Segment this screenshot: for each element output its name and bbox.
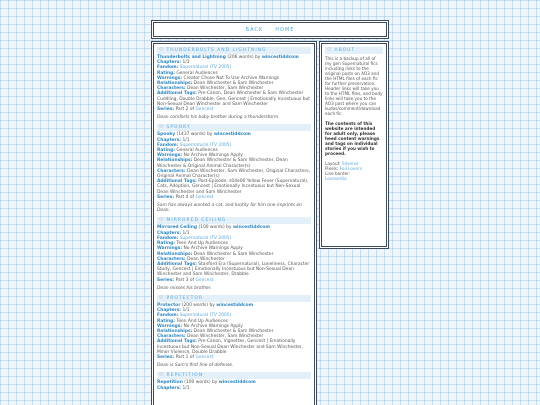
story-chapters: 1/1 — [182, 60, 190, 66]
story-relationships: Dean Winchester & Sam Winchester — [193, 251, 274, 257]
story-summary: Dean comforts his baby brother during a thunderstorm. — [157, 115, 280, 121]
story-summary: Dean misses his brother. — [157, 285, 212, 291]
story-entry — [157, 47, 311, 120]
characters-label: Characters: — [157, 168, 186, 174]
story-word-count: (100 words) — [198, 225, 225, 231]
story-word-count: (100 words) — [184, 380, 211, 386]
back-link[interactable]: BACK — [245, 27, 264, 33]
story-by: by — [211, 380, 218, 386]
story-heading-link[interactable]: PROTECTOR — [166, 295, 204, 301]
story-warnings: No Archive Warnings Apply — [183, 153, 243, 159]
story-series-link[interactable]: Gencest — [195, 277, 214, 283]
story-tags: Post-Episode: s04e06 Yellow Fever (Supernatural), Cats, Adoption, Gencest | Emotionally Incestuous but Non-Sexual Dean Winchester and Sam Winchester — [157, 179, 309, 195]
tags-label: Additional Tags: — [157, 339, 197, 345]
story-word-count: (206 words) — [227, 55, 254, 60]
story-series-prefix: Part 4 of — [175, 194, 195, 200]
story-summary: Dean is Sam's first line of defense. — [157, 363, 234, 369]
story-warnings: No Archive Warnings Apply — [183, 246, 243, 252]
story-characters: Dean Winchester, Sam Winchester — [187, 86, 264, 92]
rating-label: Rating: — [157, 318, 175, 324]
story-characters: Dean Winchester, Sam Winchester, Original Characters, Original Animal Character(s) — [157, 168, 311, 180]
story-characters: Dean Winchester — [187, 256, 225, 262]
story-rating: Teen And Up Audiences — [176, 318, 228, 324]
story-entry — [157, 217, 311, 290]
story-heading-bar — [157, 124, 311, 131]
header-nav-box — [153, 22, 387, 37]
relationships-label: Relationships: — [157, 251, 193, 257]
heart-icon: ♡ — [159, 124, 164, 131]
story-word-count: (200 words) — [181, 302, 209, 308]
chapters-label: Chapters: — [157, 60, 182, 66]
story-by: by — [209, 302, 215, 308]
story-heading-bar — [157, 372, 311, 379]
story-author-link[interactable]: wincestiddcom — [213, 132, 251, 138]
top-nav — [154, 23, 386, 36]
story-series-link[interactable]: Gencest — [195, 107, 214, 113]
story-series-prefix: Part 2 of — [175, 107, 195, 113]
credit-layout-label: Layout: — [325, 161, 341, 166]
story-characters: Dean Winchester, Sam Winchester — [187, 334, 264, 340]
story-heading-link[interactable]: MIRRORED CEILING — [166, 218, 227, 224]
story-by: by — [255, 55, 261, 60]
story-fandom[interactable]: Supernatural (TV 2005) — [179, 65, 232, 71]
story-relationships: Dean Winchester & Sam Winchester — [193, 328, 274, 334]
credit-border-link[interactable]: Lovesertia — [325, 176, 347, 181]
story-entry — [157, 295, 311, 368]
story-by: by — [207, 132, 213, 138]
story-heading-bar — [157, 217, 311, 224]
story-series-link[interactable]: Gencest — [195, 194, 214, 200]
story-summary: Sam has always wanted a cat, and luckily for him one imprints on Dean. — [157, 203, 302, 214]
warnings-label: Warnings: — [157, 75, 183, 81]
story-author-link[interactable]: wincestiddcom — [218, 380, 256, 386]
series-label: Series: — [157, 107, 175, 113]
story-tags: Pre-Canon, Dean Winchester & Sam Winchester Cuddling, Double Drabble, Gen, Gencest | Emotionally Incestuous but Non-Sexual Dean Winchester and Sam Winchester — [157, 91, 310, 107]
fandom-label: Fandom: — [157, 65, 179, 71]
heart-icon: ♡ — [159, 47, 164, 53]
series-label: Series: — [157, 277, 175, 283]
story-meta — [157, 380, 311, 390]
fandom-label: Fandom: — [157, 313, 179, 319]
story-title-link[interactable]: Mirrored Ceiling — [157, 225, 198, 231]
story-chapters: 1/1 — [182, 385, 190, 391]
story-author-link[interactable]: wincestiddcom — [216, 302, 254, 308]
heart-icon: ♡ — [159, 294, 164, 301]
story-chapters: 1/1 — [182, 230, 190, 236]
story-title-link[interactable]: Repetition — [157, 380, 183, 386]
about-text: This is a backup of all of my gen Supernatural fics including links to the original posts on AO3 and the HTML files of each fic for further preservation. Header links will take you to the HTML files, and body links will take you to the AO3 post where you can kudos/comment/download each fic. — [325, 56, 383, 116]
story-tags: Pre-Canon, Vignettes, Gencest | Emotionally Incestuous but Non-Sexual Dean Winchester and Sam Winchester, Minor Violence, Double Drabble — [157, 339, 304, 355]
story-heading-link[interactable]: THUNDERBOLTS AND LIGHTNING — [166, 48, 267, 53]
story-title-link[interactable]: Spooky — [157, 132, 176, 138]
story-title-link[interactable]: Protector — [157, 302, 181, 308]
story-chapters: 1/1 — [182, 137, 190, 143]
series-label: Series: — [157, 194, 175, 200]
relationships-label: Relationships: — [157, 328, 193, 334]
story-fandom[interactable]: Supernatural (TV 2005) — [179, 235, 232, 241]
story-tags: Stanford Era (Supernatural), Loneliness, Character Study, Gencest | Emotionally Incestuous but Non-Sexual Dean Winchester and Sam Winchester, Drabble — [157, 261, 310, 278]
story-entry — [157, 124, 311, 213]
relationships-label: Relationships: — [157, 81, 193, 87]
heart-icon: ♡ — [327, 47, 332, 53]
credit-border-label: Line border: — [325, 171, 351, 176]
story-author-link[interactable]: wincestiddcom — [232, 225, 270, 231]
story-chapters: 1/1 — [182, 308, 190, 314]
story-heading-link[interactable]: SPOOKY — [166, 125, 191, 131]
story-heading-link[interactable]: REPETITION — [166, 373, 204, 379]
credit-layout-link[interactable]: Silverse — [342, 161, 359, 166]
characters-label: Characters: — [157, 334, 186, 340]
warnings-label: Warnings: — [157, 246, 183, 252]
characters-label: Characters: — [157, 256, 186, 262]
series-label: Series: — [157, 354, 175, 360]
story-rating: General Audiences — [176, 148, 218, 154]
heart-icon: ♡ — [159, 217, 164, 224]
about-heading-bar — [325, 47, 383, 54]
story-entry — [157, 372, 311, 390]
tags-label: Additional Tags: — [157, 261, 197, 267]
story-title-link[interactable]: Thunderbolts and Lightning — [157, 55, 226, 60]
main-content — [153, 43, 315, 405]
warnings-label: Warnings: — [157, 153, 183, 159]
story-relationships: Dean Winchester & Sam Winchester, Dean Winchester & Original Animal Character(s) — [157, 158, 288, 169]
adult-notice: The contents of this website are intended for adult only, please heed content warnings and tags on individual stories if you wish to proceed. — [325, 121, 380, 156]
home-link[interactable]: HOME — [275, 27, 295, 33]
chapters-label: Chapters: — [157, 230, 182, 236]
story-author-link[interactable]: wincestiddcom — [261, 55, 299, 60]
story-word-count: (1437 words) — [176, 132, 206, 138]
story-warnings: No Archive Warnings Apply — [183, 323, 243, 329]
story-warnings: Creator Chose Not To Use Archive Warnings — [183, 75, 280, 81]
story-by: by — [226, 225, 232, 231]
relationships-label: Relationships: — [157, 158, 193, 164]
warnings-label: Warnings: — [157, 323, 183, 329]
tags-label: Additional Tags: — [157, 179, 197, 185]
story-series-link[interactable]: Gencest — [195, 354, 214, 360]
rating-label: Rating: — [157, 70, 175, 76]
story-meta — [157, 132, 311, 200]
fandom-label: Fandom: — [157, 235, 179, 241]
chapters-label: Chapters: — [157, 385, 182, 391]
story-meta — [157, 303, 311, 360]
story-relationships: Dean Winchester & Sam Winchester — [193, 81, 274, 87]
story-heading-bar — [157, 295, 311, 302]
rating-label: Rating: — [157, 148, 175, 154]
chapters-label: Chapters: — [157, 308, 182, 314]
credit-pixels-link[interactable]: Foil Lovers — [339, 166, 362, 171]
fandom-label: Fandom: — [157, 142, 179, 148]
tags-label: Additional Tags: — [157, 91, 197, 97]
story-fandom[interactable]: Supernatural (TV 2005) — [179, 142, 232, 148]
sidebar-about — [321, 43, 387, 247]
rating-label: Rating: — [157, 241, 175, 247]
story-heading-bar — [157, 47, 311, 54]
story-rating: General Audiences — [176, 70, 218, 76]
heart-icon: ♡ — [159, 372, 164, 379]
story-rating: Teen And Up Audiences — [176, 241, 228, 247]
chapters-label: Chapters: — [157, 137, 182, 143]
story-fandom[interactable]: Supernatural (TV 2005) — [179, 313, 232, 319]
characters-label: Characters: — [157, 86, 186, 92]
story-series-prefix: Part 3 of — [175, 277, 195, 283]
about-heading: ABOUT — [334, 48, 356, 53]
story-series-prefix: Part 1 of — [175, 354, 195, 360]
credit-pixels-label: Pixels: — [325, 166, 339, 171]
credits — [325, 161, 383, 181]
story-meta — [157, 225, 311, 282]
story-meta — [157, 55, 311, 112]
